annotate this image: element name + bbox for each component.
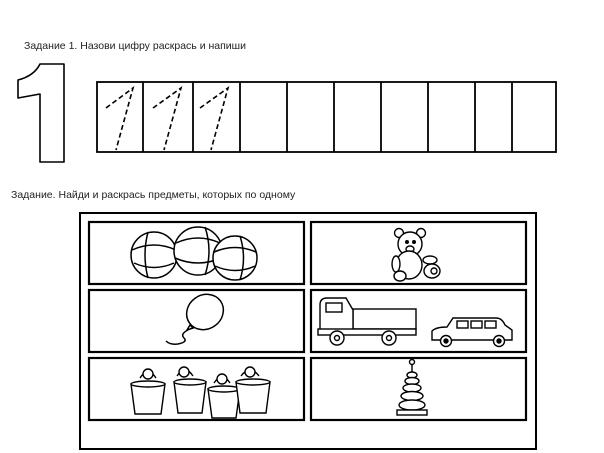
car xyxy=(432,318,512,347)
trace-one-2 xyxy=(153,88,181,150)
ball-1 xyxy=(131,232,177,278)
buckets-group xyxy=(131,367,270,418)
tracing-ones xyxy=(106,88,228,150)
balls-group xyxy=(131,227,257,280)
teddy-bear xyxy=(392,229,440,282)
trace-one-1 xyxy=(106,88,133,150)
pyramid-toy xyxy=(397,360,427,416)
trace-one-3 xyxy=(200,88,228,150)
bucket-3 xyxy=(208,374,240,418)
bucket-2 xyxy=(174,367,206,413)
bucket-1 xyxy=(131,369,165,414)
ball-3 xyxy=(213,236,257,280)
balloon xyxy=(166,287,230,344)
digit-one-outline xyxy=(18,64,64,162)
task1-title: Задание 1. Назови цифру раскрась и напиши xyxy=(24,40,246,52)
task2-title: Задание. Найди и раскрась предметы, которых по одному xyxy=(11,189,296,201)
bucket-4 xyxy=(236,367,270,413)
truck xyxy=(318,298,416,345)
